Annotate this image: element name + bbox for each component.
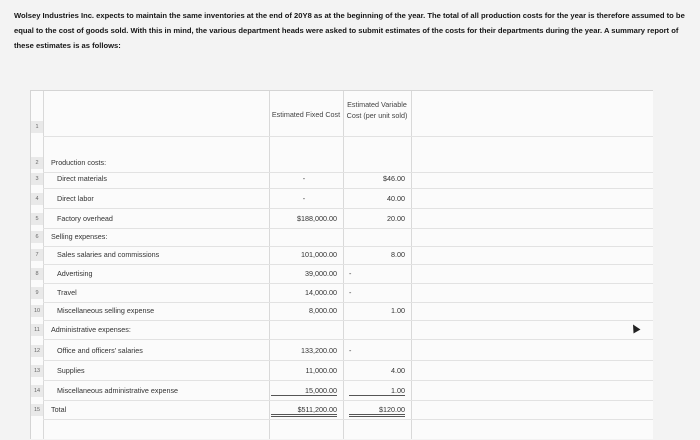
variable-cost-cell: 1.00 [391, 306, 405, 315]
header-estimated-variable-cost: Estimated Variable Cost (per unit sold) [346, 100, 408, 120]
grid-line [43, 264, 653, 265]
row-label: Office and officers' salaries [57, 346, 143, 355]
row-label: Miscellaneous administrative expense [57, 386, 179, 395]
grid-line [43, 228, 653, 229]
variable-cost-cell: - [349, 288, 352, 297]
estimates-table [30, 90, 653, 439]
mouse-cursor-icon [630, 323, 641, 334]
row-number: 2 [31, 157, 43, 169]
grid-line [43, 419, 653, 420]
row-number: 3 [31, 173, 43, 185]
grid-line [43, 339, 653, 340]
row-number: 15 [31, 404, 43, 416]
grid-line [411, 91, 412, 439]
row-number: 11 [31, 324, 43, 336]
row-number: 8 [31, 268, 43, 280]
variable-cost-cell: $46.00 [383, 174, 405, 183]
row-label: Total [51, 405, 67, 414]
row-label: Selling expenses: [51, 232, 108, 241]
row-number: 6 [31, 231, 43, 243]
variable-cost-cell: 20.00 [387, 214, 405, 223]
row-number: 10 [31, 305, 43, 317]
problem-text: Wolsey Industries Inc. expects to maintain the same inventories at the end of 20Y8 as at the beginning of the year. The total of all production costs for the year is therefore assumed to be equal to the cost of goods sold. With this in mind, the various department heads were asked to submit estimates of the costs for their departments during the year. A summary report of these estimates is as follows: [14, 11, 685, 50]
fixed-cost-cell: 101,000.00 [301, 250, 337, 259]
row-label: Production costs: [51, 158, 107, 167]
row-number: 7 [31, 249, 43, 261]
grid-line [43, 320, 653, 321]
variable-cost-cell: - [349, 269, 352, 278]
row-number: 1 [31, 121, 43, 133]
grid-line [43, 380, 653, 381]
header-estimated-fixed-cost: Estimated Fixed Cost [271, 110, 341, 119]
row-label: Supplies [57, 366, 85, 375]
fixed-cost-cell: 8,000.00 [309, 306, 337, 315]
fixed-cost-cell: 14,000.00 [305, 288, 337, 297]
row-label: Administrative expenses: [51, 325, 131, 334]
row-label: Miscellaneous selling expense [57, 306, 155, 315]
grid-line [43, 360, 653, 361]
grid-line [343, 91, 344, 439]
fixed-cost-cell: 11,000.00 [305, 366, 337, 375]
grid-line [43, 188, 653, 189]
fixed-cost-cell: 133,200.00 [301, 346, 337, 355]
grid-line [269, 91, 270, 439]
row-label: Travel [57, 288, 77, 297]
grid-line [43, 91, 44, 439]
row-number: 13 [31, 365, 43, 377]
variable-cost-cell: 4.00 [391, 366, 405, 375]
row-label: Advertising [57, 269, 93, 278]
grid-line [43, 302, 653, 303]
variable-cost-cell: - [349, 346, 352, 355]
fixed-cost-cell: 39,000.00 [305, 269, 337, 278]
fixed-cost-cell: $511,200.00 [271, 405, 337, 417]
row-number: 12 [31, 345, 43, 357]
row-number: 5 [31, 213, 43, 225]
fixed-cost-cell: - [302, 174, 306, 183]
fixed-cost-cell: 15,000.00 [271, 386, 337, 396]
row-number: 9 [31, 287, 43, 299]
row-label: Direct labor [57, 194, 94, 203]
grid-line [43, 136, 653, 137]
grid-line [43, 208, 653, 209]
row-label: Direct materials [57, 174, 107, 183]
grid-line [43, 172, 653, 173]
variable-cost-cell: 1.00 [349, 386, 405, 396]
row-label: Factory overhead [57, 214, 113, 223]
row-label: Sales salaries and commissions [57, 250, 160, 259]
variable-cost-cell: 40.00 [387, 194, 405, 203]
row-number: 14 [31, 385, 43, 397]
fixed-cost-cell: - [302, 194, 306, 203]
variable-cost-cell: 8.00 [391, 250, 405, 259]
grid-line [43, 400, 653, 401]
variable-cost-cell: $120.00 [349, 405, 405, 417]
row-number: 4 [31, 193, 43, 205]
grid-line [43, 246, 653, 247]
fixed-cost-cell: $188,000.00 [297, 214, 337, 223]
grid-line [43, 283, 653, 284]
